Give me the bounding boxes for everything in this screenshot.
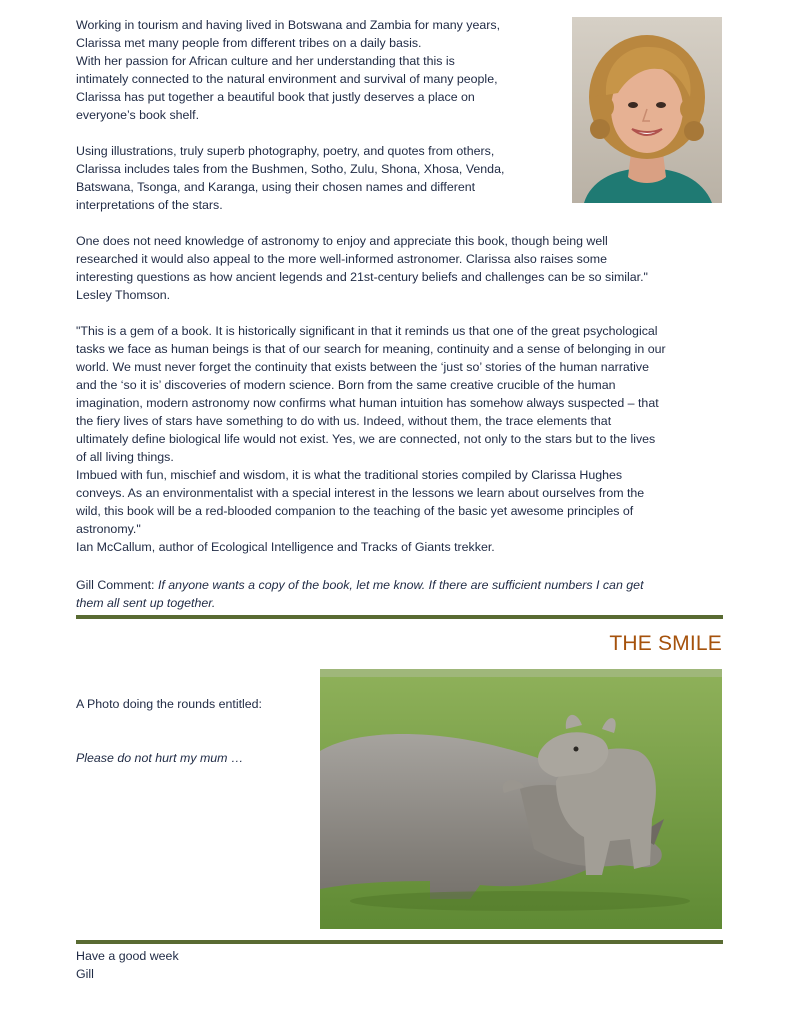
comment-text: If anyone wants a copy of the book, let me know. If there are sufficient numbers I can get [157,578,644,592]
text-line: Working in tourism and having lived in Botswana and Zambia for many years, [76,18,501,32]
section-divider [76,940,723,944]
intro-paragraph [76,16,556,124]
gill-comment [76,576,726,612]
signoff-line: Have a good week [76,949,179,963]
astronomy-paragraph [76,232,726,304]
portrait-illustration [572,17,722,203]
signoff-name: Gill [76,967,94,981]
text-line: intimately connected to the natural environment and survival of many people, [76,72,498,86]
text-line: conveys. As an environmentalist with a special interest in the lessons we learn about ourselves from the [76,486,645,500]
text-line: world. We must never forget the continuity that exists between the ‘just so’ stories of the human narrative [76,360,650,374]
text-line: tasks we face as human beings is that of our search for meaning, continuity and a sense of belonging in our [76,342,666,356]
section-divider [76,615,723,619]
text-line: imagination, modern astronomy now confirms what human intuition has somehow always suspected – that [76,396,659,410]
text-line: "This is a gem of a book. It is historically significant in that it reminds us that one of the great psychological [76,324,658,338]
text-line: Clarissa has put together a beautiful book that justly deserves a place on [76,90,475,104]
rhino-photo [320,669,722,929]
text-line: and the ‘so it is’ discoveries of modern science. Born from the same creative crucible of the human [76,378,616,392]
text-line: interesting questions as how ancient legends and 21st-century beliefs and challenges can be so similar." [76,270,648,284]
quote-paragraph [76,322,726,556]
illustrations-paragraph [76,142,556,214]
text-line: wild, this book will be a red-blooded companion to the teaching of the basic yet awesome principles of [76,504,634,518]
text-line: Clarissa includes tales from the Bushmen, Sotho, Zulu, Shona, Xhosa, Venda, [76,162,505,176]
text-line: the fiery lives of stars have something to do with us. Indeed, without them, the trace elements that [76,414,612,428]
text-line: ultimately define biological life would not exist. Yes, we are connected, not only to the stars but to the lives [76,432,656,446]
text-line: Clarissa met many people from different tribes on a daily basis. [76,36,422,50]
comment-label: Gill Comment: [76,578,158,592]
text-line: researched it would also appeal to the more well-informed astronomer. Clarissa also raises some [76,252,607,266]
author-portrait-photo [572,17,722,203]
rhino-illustration [320,669,722,929]
text-line: Using illustrations, truly superb photography, poetry, and quotes from others, [76,144,495,158]
text-line: of all living things. [76,450,174,464]
text-line: Imbued with fun, mischief and wisdom, it is what the traditional stories compiled by Clarissa Hughes [76,468,623,482]
text-line: Lesley Thomson. [76,288,171,302]
text-line: Ian McCallum, author of Ecological Intelligence and Tracks of Giants trekker. [76,540,495,554]
text-line: interpretations of the stars. [76,198,223,212]
section-heading: THE SMILE [609,632,722,655]
text-line: everyone’s book shelf. [76,108,200,122]
text-line: With her passion for African culture and her understanding that this is [76,54,455,68]
photo-title: Please do not hurt my mum … [76,751,244,765]
text-line: One does not need knowledge of astronomy to enjoy and appreciate this book, though being well [76,234,608,248]
photo-caption: A Photo doing the rounds entitled: [76,697,262,711]
text-line: Batswana, Tsonga, and Karanga, using their chosen names and different [76,180,476,194]
text-line: astronomy." [76,522,141,536]
comment-line: them all sent up together. [76,596,216,610]
comment-line [76,576,726,594]
